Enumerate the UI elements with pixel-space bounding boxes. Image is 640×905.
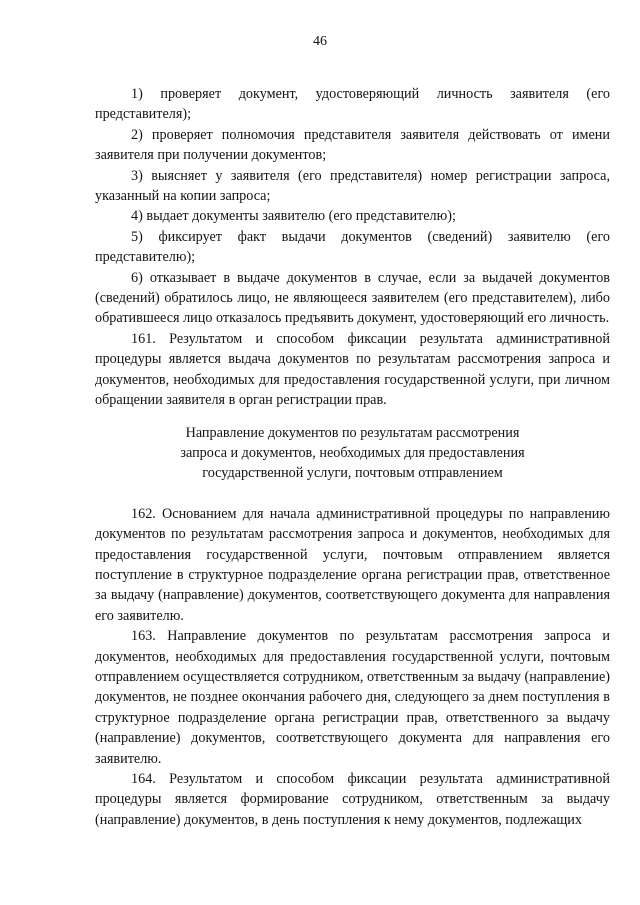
section-heading — [95, 423, 610, 484]
section-heading-line: Направление документов по результатам рассмотрения — [185, 424, 520, 441]
paragraph-163: 163. Направление документов по результатам рассмотрения запроса и документов, необходимых для предоставления государственной услуги, почтовым отправлением осуществляется сотрудником, ответственным за выдачу (направление) документов, не позднее окончания рабочего дня, следующего за днем поступления в структурное подразделение органа регистрации прав, ответственного за выдачу (направление) документов, соответствующего документа для направления его заявителю. — [95, 628, 610, 767]
list-item: 1) проверяет документ, удостоверяющий личность заявителя (его представителя); — [95, 86, 610, 123]
section-heading-line: запроса и документов, необходимых для предоставления — [180, 444, 525, 461]
document-body — [95, 84, 610, 830]
paragraph-161: 161. Результатом и способом фиксации результата административной процедуры является выдача документов по результатам рассмотрения запроса и документов, необходимых для предоставления государственной услуги, при личном обращении заявителя в орган регистрации прав. — [95, 330, 610, 409]
paragraph-164: 164. Результатом и способом фиксации результата административной процедуры является формирование сотрудником, ответственным за выдачу (направление) документов, в день поступления к нему документов, подлежащих — [95, 771, 610, 828]
list-item: 3) выясняет у заявителя (его представителя) номер регистрации запроса, указанный на копии запроса; — [95, 167, 610, 205]
section-heading-line: государственной услуги, почтовым отправлением — [202, 465, 503, 482]
list-item: 4) выдает документы заявителю (его представителю); — [131, 208, 456, 225]
list-item: 5) фиксирует факт выдачи документов (сведений) заявителю (его представителю); — [95, 228, 610, 266]
paragraph-162: 162. Основанием для начала административной процедуры по направлению документов по результатам рассмотрения запроса и документов, необходимых для предоставления государственной услуги, почтовым отправлением является поступление в структурное подразделение органа регистрации прав, ответственное за выдачу (направление) документов, соответствующего документа для направления его заявителю. — [95, 505, 610, 624]
list-item: 2) проверяет полномочия представителя заявителя действовать от имени заявителя при получении документов; — [95, 126, 610, 164]
list-item: 6) отказывает в выдаче документов в случае, если за выдачей документов (сведений) обратилось лицо, не являющееся заявителем (его представителем), либо обратившееся лицо отказалось предъявить документ, удостоверяющий его личность. — [95, 269, 610, 327]
page-number: 46 — [313, 34, 327, 49]
